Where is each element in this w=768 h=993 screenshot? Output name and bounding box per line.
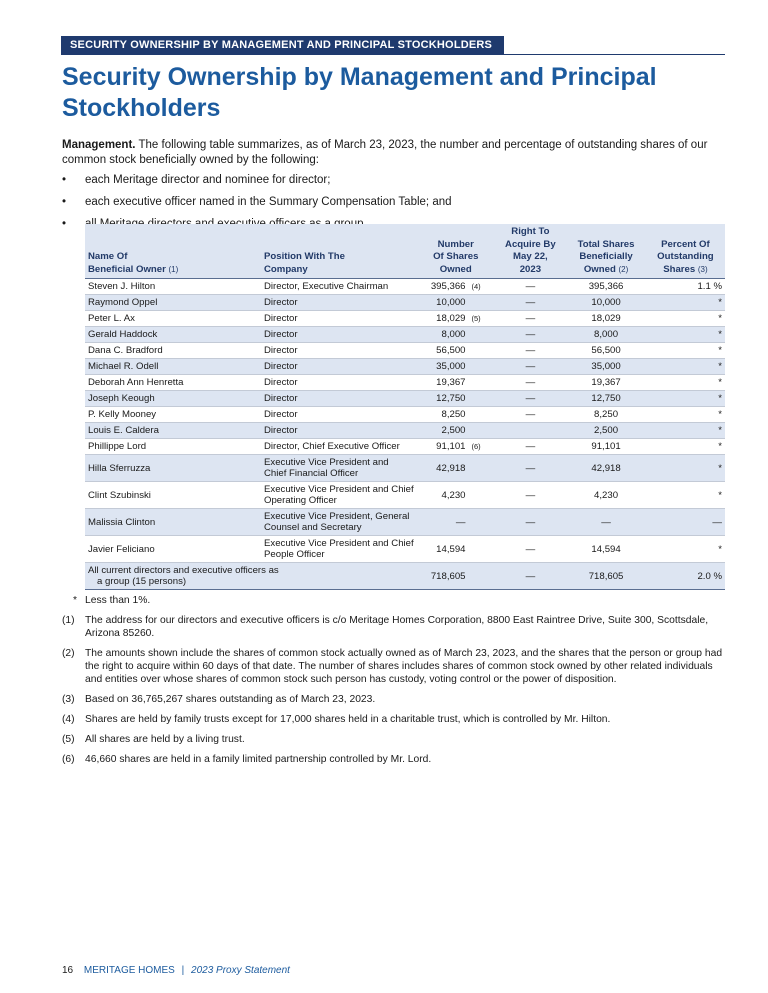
footer-separator: | xyxy=(181,965,185,976)
table-header-row xyxy=(85,224,725,279)
table-row xyxy=(85,375,725,391)
shares-footnote xyxy=(469,295,495,311)
page-footer xyxy=(62,965,290,976)
total-beneficial: 2,500 xyxy=(566,423,646,439)
percent-outstanding: * xyxy=(646,375,725,391)
header-right-to-acquire: Right To Acquire By May 22, 2023 xyxy=(495,224,567,279)
shares-owned: 395,366 xyxy=(417,279,469,295)
position-line: Director xyxy=(264,425,298,436)
percent-outstanding: * xyxy=(646,295,725,311)
header-name: Name Of Beneficial Owner (1) xyxy=(85,224,261,279)
right-to-acquire: — xyxy=(495,391,567,407)
owner-position xyxy=(261,295,417,311)
percent-outstanding: 1.1 % xyxy=(646,279,725,295)
total-beneficial: 718,605 xyxy=(566,563,646,590)
table-total-row xyxy=(85,563,725,590)
table-row xyxy=(85,391,725,407)
owner-name: Raymond Oppel xyxy=(85,295,261,311)
footnote-item xyxy=(62,733,724,746)
footnote-text: Based on 36,765,267 shares outstanding as of March 23, 2023. xyxy=(85,694,376,705)
page-title: Security Ownership by Management and Principal Stockholders xyxy=(62,63,657,122)
table-row xyxy=(85,407,725,423)
owner-position xyxy=(261,455,417,482)
position-line: Director xyxy=(264,361,298,372)
owner-name: Clint Szubinski xyxy=(85,482,261,509)
shares-footnote: (5) xyxy=(469,311,495,327)
position-line: Director xyxy=(264,377,298,388)
owner-name: Phillippe Lord xyxy=(85,439,261,455)
owner-name: Peter L. Ax xyxy=(85,311,261,327)
table-row xyxy=(85,509,725,536)
total-percent: 2.0 % xyxy=(646,563,725,590)
total-label-line: All current directors and executive officers as xyxy=(88,565,279,576)
footnote-text: Less than 1%. xyxy=(85,595,151,606)
percent-outstanding: * xyxy=(646,327,725,343)
shares-owned: 8,250 xyxy=(417,407,469,423)
position-line: People Officer xyxy=(264,549,325,560)
percent-outstanding: * xyxy=(646,482,725,509)
shares-footnote xyxy=(469,455,495,482)
right-to-acquire: — xyxy=(495,407,567,423)
total-beneficial: 395,366 xyxy=(566,279,646,295)
footnote-marker: * xyxy=(73,595,78,606)
right-to-acquire: — xyxy=(495,295,567,311)
position-line: Operating Officer xyxy=(264,495,337,506)
percent-outstanding: * xyxy=(646,311,725,327)
owner-position xyxy=(261,536,417,563)
footnote-text: 46,660 shares are held in a family limited partnership controlled by Mr. Lord. xyxy=(85,754,432,765)
right-to-acquire: — xyxy=(495,279,567,295)
total-beneficial: 42,918 xyxy=(566,455,646,482)
percent-outstanding: * xyxy=(646,359,725,375)
owner-name: Gerald Haddock xyxy=(85,327,261,343)
right-to-acquire: — xyxy=(495,536,567,563)
right-to-acquire: — xyxy=(495,375,567,391)
shares-owned: 14,594 xyxy=(417,536,469,563)
table-row xyxy=(85,327,725,343)
header-total: Total Shares Beneficially Owned (2) xyxy=(566,224,646,279)
percent-outstanding: * xyxy=(646,407,725,423)
footnote-text: The amounts shown include the shares of common stock actually owned as of March 23, 2023, and the shares that the person or group had the right to acquire within 60 days of that date. The number of shares includes shares of common stock owned by other related individuals and entities over whose shares of common stock such person has custody, voting control or the power of disposition. xyxy=(85,648,723,685)
position-line: Director xyxy=(264,393,298,404)
footnotes xyxy=(62,594,724,773)
owner-name: Deborah Ann Henretta xyxy=(85,375,261,391)
owner-name: Steven J. Hilton xyxy=(85,279,261,295)
ownership-table xyxy=(85,224,725,590)
position-line: Counsel and Secretary xyxy=(264,522,362,533)
shares-owned: 10,000 xyxy=(417,295,469,311)
footnote-marker: (6) xyxy=(62,754,75,765)
shares-footnote xyxy=(469,407,495,423)
total-beneficial: — xyxy=(566,509,646,536)
owner-position xyxy=(261,482,417,509)
owner-name: Dana C. Bradford xyxy=(85,343,261,359)
table-row xyxy=(85,295,725,311)
footnote-marker: (3) xyxy=(62,694,75,705)
footnote-item xyxy=(62,594,724,607)
position-line: Director, Executive Chairman xyxy=(264,281,389,292)
position-line: Director xyxy=(264,329,298,340)
owner-name: Louis E. Caldera xyxy=(85,423,261,439)
owner-position xyxy=(261,391,417,407)
shares-owned: 35,000 xyxy=(417,359,469,375)
percent-outstanding: * xyxy=(646,455,725,482)
shares-footnote: (6) xyxy=(469,439,495,455)
total-beneficial: 18,029 xyxy=(566,311,646,327)
owner-position xyxy=(261,311,417,327)
total-label-line: a group (15 persons) xyxy=(97,576,187,587)
shares-owned: 8,000 xyxy=(417,327,469,343)
total-right-to-acquire: — xyxy=(495,563,567,590)
owner-name: P. Kelly Mooney xyxy=(85,407,261,423)
header-percent: Percent Of Outstanding Shares (3) xyxy=(646,224,725,279)
page-number: 16 xyxy=(62,965,74,976)
percent-outstanding: — xyxy=(646,509,725,536)
position-line: Executive Vice President, General xyxy=(264,511,410,522)
shares-owned: — xyxy=(417,509,469,536)
shares-footnote xyxy=(469,327,495,343)
shares-footnote: (4) xyxy=(469,279,495,295)
total-beneficial: 10,000 xyxy=(566,295,646,311)
footer-company: MERITAGE HOMES xyxy=(83,965,175,976)
header-shares: Number Of Shares Owned xyxy=(417,224,495,279)
total-beneficial: 14,594 xyxy=(566,536,646,563)
owner-name: Javier Feliciano xyxy=(85,536,261,563)
bullet-item: • each Meritage director and nominee for director; xyxy=(62,173,724,195)
owner-position xyxy=(261,359,417,375)
footnote-text: Shares are held by family trusts except for 17,000 shares held in a charitable trust, which is controlled by Mr. Hilton. xyxy=(85,714,611,725)
footnote-marker: (5) xyxy=(62,734,75,745)
right-to-acquire: — xyxy=(495,343,567,359)
section-tab: SECURITY OWNERSHIP BY MANAGEMENT AND PRINCIPAL STOCKHOLDERS xyxy=(61,36,504,55)
owner-position xyxy=(261,407,417,423)
total-shares-owned: 718,605 xyxy=(417,563,469,590)
shares-owned: 91,101 xyxy=(417,439,469,455)
right-to-acquire: — xyxy=(495,327,567,343)
owner-position xyxy=(261,439,417,455)
shares-footnote xyxy=(469,375,495,391)
right-to-acquire: — xyxy=(495,455,567,482)
shares-owned: 18,029 xyxy=(417,311,469,327)
shares-footnote xyxy=(469,359,495,375)
footnote-item xyxy=(62,713,724,726)
table-row xyxy=(85,311,725,327)
footnote-text: All shares are held by a living trust. xyxy=(85,734,245,745)
shares-owned: 4,230 xyxy=(417,482,469,509)
bullet-item: • each executive officer named in the Summary Compensation Table; and xyxy=(62,195,724,217)
table-row xyxy=(85,455,725,482)
owner-position xyxy=(261,327,417,343)
footnote-item xyxy=(62,647,724,686)
total-beneficial: 8,250 xyxy=(566,407,646,423)
right-to-acquire: — xyxy=(495,359,567,375)
shares-footnote xyxy=(469,482,495,509)
shares-footnote xyxy=(469,509,495,536)
footer-document: 2023 Proxy Statement xyxy=(191,965,290,976)
shares-owned: 56,500 xyxy=(417,343,469,359)
position-line: Director xyxy=(264,297,298,308)
position-line: Director xyxy=(264,409,298,420)
owner-position xyxy=(261,343,417,359)
position-line: Director xyxy=(264,313,298,324)
percent-outstanding: * xyxy=(646,439,725,455)
right-to-acquire: — xyxy=(495,439,567,455)
table-row xyxy=(85,439,725,455)
footnote-marker: (4) xyxy=(62,714,75,725)
footnote-item xyxy=(62,753,724,766)
total-beneficial: 91,101 xyxy=(566,439,646,455)
owner-name: Michael R. Odell xyxy=(85,359,261,375)
owner-position xyxy=(261,509,417,536)
shares-footnote xyxy=(469,391,495,407)
header-position: Position With The Company xyxy=(261,224,417,279)
position-line: Executive Vice President and Chief xyxy=(264,538,414,549)
total-beneficial: 8,000 xyxy=(566,327,646,343)
position-line: Chief Financial Officer xyxy=(264,468,359,479)
owner-position xyxy=(261,375,417,391)
shares-footnote xyxy=(469,423,495,439)
table-row xyxy=(85,279,725,295)
total-beneficial: 19,367 xyxy=(566,375,646,391)
right-to-acquire: — xyxy=(495,482,567,509)
footnote-item xyxy=(62,614,724,640)
table-row xyxy=(85,536,725,563)
shares-owned: 42,918 xyxy=(417,455,469,482)
total-beneficial: 35,000 xyxy=(566,359,646,375)
table-row xyxy=(85,359,725,375)
shares-owned: 2,500 xyxy=(417,423,469,439)
total-beneficial: 12,750 xyxy=(566,391,646,407)
owner-position xyxy=(261,423,417,439)
right-to-acquire xyxy=(495,423,567,439)
shares-owned: 19,367 xyxy=(417,375,469,391)
right-to-acquire: — xyxy=(495,311,567,327)
percent-outstanding: * xyxy=(646,343,725,359)
footnote-item xyxy=(62,693,724,706)
position-line: Director xyxy=(264,345,298,356)
total-row-label xyxy=(85,563,417,590)
table-row xyxy=(85,343,725,359)
owner-name: Joseph Keough xyxy=(85,391,261,407)
footnote-text: The address for our directors and executive officers is c/o Meritage Homes Corporation, 8800 East Raintree Drive, Suite 300, Scottsdale, Arizona 85260. xyxy=(85,615,709,639)
total-beneficial: 56,500 xyxy=(566,343,646,359)
owner-name: Hilla Sferruzza xyxy=(85,455,261,482)
right-to-acquire: — xyxy=(495,509,567,536)
percent-outstanding: * xyxy=(646,423,725,439)
shares-owned: 12,750 xyxy=(417,391,469,407)
owner-name: Malissia Clinton xyxy=(85,509,261,536)
shares-footnote xyxy=(469,343,495,359)
owner-position xyxy=(261,279,417,295)
position-line: Director, Chief Executive Officer xyxy=(264,441,400,452)
position-line: Executive Vice President and xyxy=(264,457,389,468)
total-beneficial: 4,230 xyxy=(566,482,646,509)
footnote-marker: (1) xyxy=(62,615,75,626)
shares-footnote xyxy=(469,536,495,563)
section-divider xyxy=(61,54,725,55)
percent-outstanding: * xyxy=(646,391,725,407)
intro-text: The following table summarizes, as of March 23, 2023, the number and percentage of outstanding shares of our common stock beneficially owned by the following: xyxy=(62,139,708,166)
position-line: Executive Vice President and Chief xyxy=(264,484,414,495)
table-row xyxy=(85,423,725,439)
table-row xyxy=(85,482,725,509)
total-footnote xyxy=(469,563,495,590)
intro-paragraph xyxy=(62,138,724,168)
intro-lead: Management. xyxy=(62,139,136,151)
footnote-marker: (2) xyxy=(62,648,75,659)
percent-outstanding: * xyxy=(646,536,725,563)
